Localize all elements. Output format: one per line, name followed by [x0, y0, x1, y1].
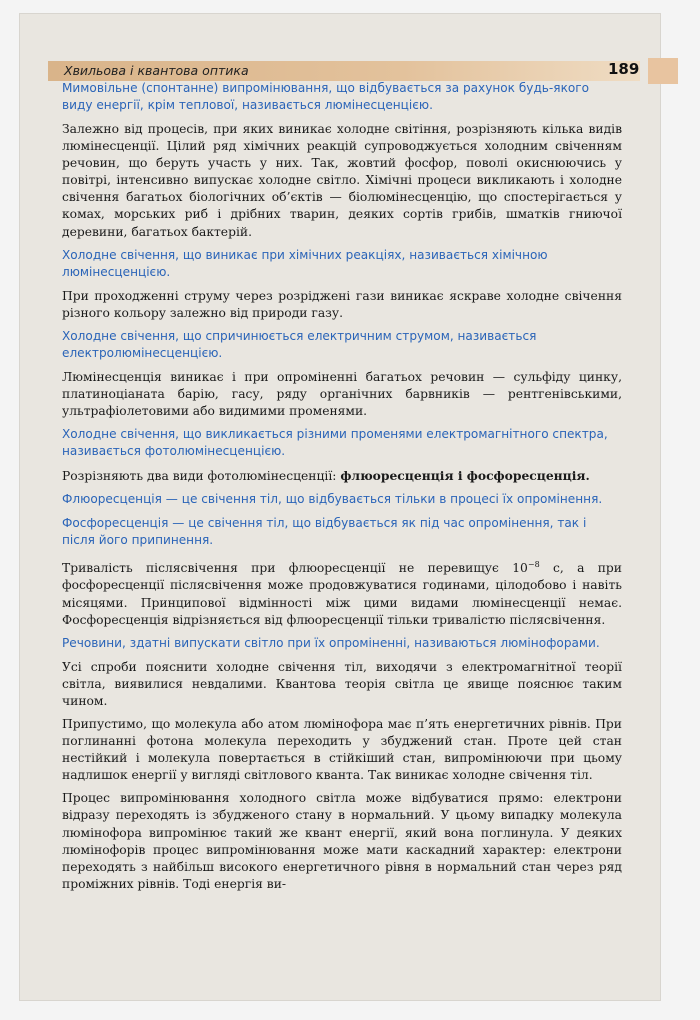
definition-luminophores: Речовини, здатні випускати світло при їх опроміненні, називаються люмінофорами. [62, 635, 600, 650]
paragraph-gas-discharge: При проходженні струму через розріджені гази виникає яскраве холодне свічення різного кольору залежно від природи газу. [62, 288, 622, 320]
header-tab [648, 58, 678, 84]
page-number: 189 [608, 60, 640, 78]
running-header [48, 58, 678, 82]
paragraph-cold-glow-types: Залежно від процесів, при яких виникає холодне світіння, розрізняють кілька видів люмінесценції. Цілий ряд хімічних реакцій супроводжується холодним свіченням речовин, що беруть участь у них. Так, жовтий фосфор, поволі окиснюючись у повітрі, інтенсивно випускає холодне світло. Хімічні процеси викликають і холодне свічення багатьох біологічних об’єктів — біолюмінесценцію, що спостерігається у комах, морських риб і дрібних тварин, деяких сортів грибів, шматків гниючої деревини, багатьох бактерій. [62, 122, 622, 239]
afterglow-exponent: −8 [527, 560, 540, 570]
paragraph-em-theory: Усі спроби пояснити холодне свічення тіл, виходячи з електромагнітної теорії світла, виявилися невдалими. Квантова теорія світла це явище пояснює таким чином. [62, 659, 622, 708]
afterglow-text-before: Тривалість післясвічення при флюоресценції не перевищує 10 [62, 561, 528, 576]
definition-fluorescence: Флюоресценція — це свічення тіл, що відбувається тільки в процесі їх опромінення. [62, 492, 603, 507]
page-body [62, 80, 622, 899]
definition-phosphorescence: Фосфоресценція — це свічення тіл, що відбувається як під час опромінення, так і після його припинення. [62, 516, 587, 548]
two-kinds-text: Розрізняють два види фотолюмінесценції: [62, 469, 341, 484]
paragraph-emission-process: Процес випромінювання холодного світла може відбуватися прямо: електрони відразу переходять із збудженого стану в нормальний. У цьому випадку молекула люмінофора випромінює такий же квант енергії, який вона поглинула. У деяких люмінофорів процес випромінювання може мати каскадний характер: електрони переходять з найбільш високого енергетичного рівня в нормальний стан через ряд проміжних рівнів. Тоді енергія ви- [62, 791, 622, 891]
two-kinds-bold: флюоресценція і фосфоресценція. [340, 468, 590, 484]
paragraph-irradiation: Люмінесценція виникає і при опроміненні багатьох речовин — сульфіду цинку, платиноціаната барію, гасу, ряду органічних барвників — рентгенівськими, ультрафіолетовими або видимими променями. [62, 369, 622, 419]
paragraph-two-kinds [62, 467, 622, 485]
paragraph-afterglow [62, 556, 622, 628]
section-title: Хвильова і квантова оптика [64, 63, 249, 78]
definition-electroluminescence: Холодне свічення, що спричинюється електричним струмом, називається електролюмінесценцією. [62, 328, 537, 360]
afterglow-text-after: с, а при фосфоресценції післясвічення може продовжуватися годинами, цілодобово і навіть місяцями. Принципової відмінності між цими видами люмінесценції немає. Фосфоресценція відрізняється від флюоресценції тільки тривалістю післясвічення. [62, 561, 622, 627]
definition-luminescence: Мимовільне (спонтанне) випромінювання, що відбувається за рахунок будь-якого виду енергії, крім теплової, називається люмінесценцією. [62, 81, 590, 112]
definition-chemiluminescence: Холодне свічення, що виникає при хімічних реакціях, називається хімічною люмінесценцією. [62, 247, 548, 279]
definition-photoluminescence: Холодне свічення, що викликається різними променями електромагнітного спектра, називається фотолюмінесценцією. [62, 427, 608, 459]
paragraph-energy-levels: Припустимо, що молекула або атом люмінофора має п’ять енергетичних рівнів. При поглинанні фотона молекула переходить у збуджений стан. Проте цей стан нестійкий і молекула повертається в стійкіший стан, випромінюючи при цьому надлишок енергії у вигляді світлового кванта. Так виникає холодне свічення тіл. [62, 716, 622, 783]
